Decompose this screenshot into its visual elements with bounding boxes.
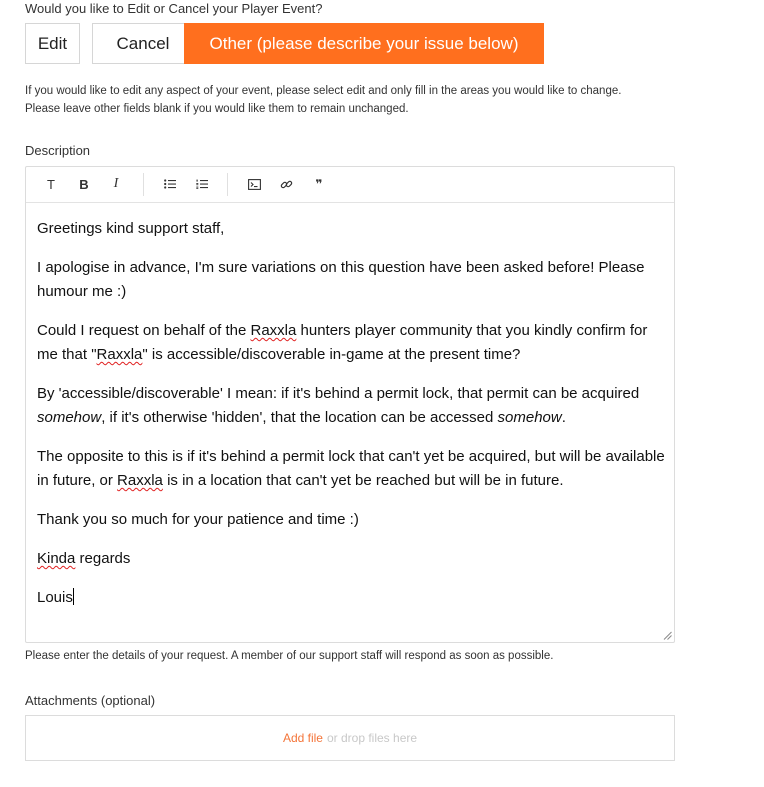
attachment-dropzone[interactable] (25, 715, 675, 761)
text-run: hunters player community that you kindly confirm for me that " (37, 322, 648, 363)
paragraph (37, 547, 667, 571)
emphasis: somehow (37, 409, 102, 426)
text-run: Could I request on behalf of the (37, 322, 251, 339)
text-run: Louis (37, 589, 73, 606)
paragraph: Thank you so much for your patience and time :) (37, 511, 359, 528)
code-block-icon (248, 179, 261, 190)
link-button[interactable] (275, 174, 297, 194)
text-run: " is accessible/discoverable in-game at the present time? (142, 346, 521, 363)
quote-icon: ❞ (315, 177, 323, 191)
text-run: By 'accessible/discoverable' I mean: if it's behind a permit lock, that permit can be acquired (37, 385, 640, 402)
text-style-button[interactable] (40, 174, 62, 194)
description-note: Please enter the details of your request. A member of our support staff will respond as soon as possible. (25, 650, 554, 662)
edit-button[interactable]: Edit (25, 23, 80, 64)
paragraph (37, 445, 667, 493)
numbered-list-icon (196, 179, 208, 189)
text-run: regards (75, 550, 131, 567)
event-question: Would you like to Edit or Cancel your Player Event? (25, 1, 323, 16)
description-label: Description (25, 143, 91, 158)
misspelled-word: Raxxla (117, 472, 163, 489)
misspelled-word: Raxxla (96, 346, 143, 363)
link-icon (280, 178, 293, 191)
misspelled-word: Kinda (37, 550, 76, 567)
help-line-2: Please leave other fields blank if you would like them to remain unchanged. (25, 103, 409, 115)
bullet-list-button[interactable] (159, 174, 181, 194)
code-block-button[interactable] (243, 174, 265, 194)
text-run: , if it's otherwise 'hidden', that the location can be accessed (101, 409, 498, 426)
toolbar-divider (143, 173, 144, 196)
paragraph: I apologise in advance, I'm sure variations on this question have been asked before! Please humour me :) (37, 259, 645, 300)
paragraph (37, 382, 667, 430)
quote-button[interactable] (308, 174, 330, 194)
italic-button[interactable] (105, 174, 127, 194)
drop-files-text: or drop files here (326, 731, 418, 745)
toolbar-divider (227, 173, 228, 196)
text-run: The opposite to this is if it's behind a permit lock that can't yet be acquired, but will be available in future, or (37, 448, 665, 489)
paragraph (37, 586, 667, 610)
help-line-1: If you would like to edit any aspect of your event, please select edit and only fill in the areas you would like to change. (25, 85, 622, 97)
text-run: is in a location that can't yet be reached but will be in future. (162, 472, 564, 489)
paragraph (37, 319, 667, 367)
editor-content[interactable] (37, 217, 667, 625)
text-caret (73, 588, 74, 605)
edit-help-text (25, 82, 665, 118)
description-editor[interactable] (25, 166, 675, 643)
bullet-list-icon (164, 179, 176, 189)
italic-icon: I (113, 176, 119, 191)
cancel-button[interactable]: Cancel (92, 23, 194, 64)
editor-toolbar (26, 167, 674, 203)
attachments-label: Attachments (optional) (25, 693, 156, 708)
bold-icon: B (79, 176, 89, 192)
emphasis: somehow (497, 409, 562, 426)
resize-handle-icon[interactable] (663, 631, 672, 640)
numbered-list-button[interactable] (191, 174, 213, 194)
text-run: . (561, 409, 566, 426)
add-file-link[interactable]: Add file (282, 731, 323, 745)
other-button[interactable]: Other (please describe your issue below) (184, 23, 544, 64)
bold-button[interactable] (73, 174, 95, 194)
text-style-icon: T (47, 176, 55, 192)
paragraph: Greetings kind support staff, (37, 220, 225, 237)
misspelled-word: Raxxla (250, 322, 297, 339)
